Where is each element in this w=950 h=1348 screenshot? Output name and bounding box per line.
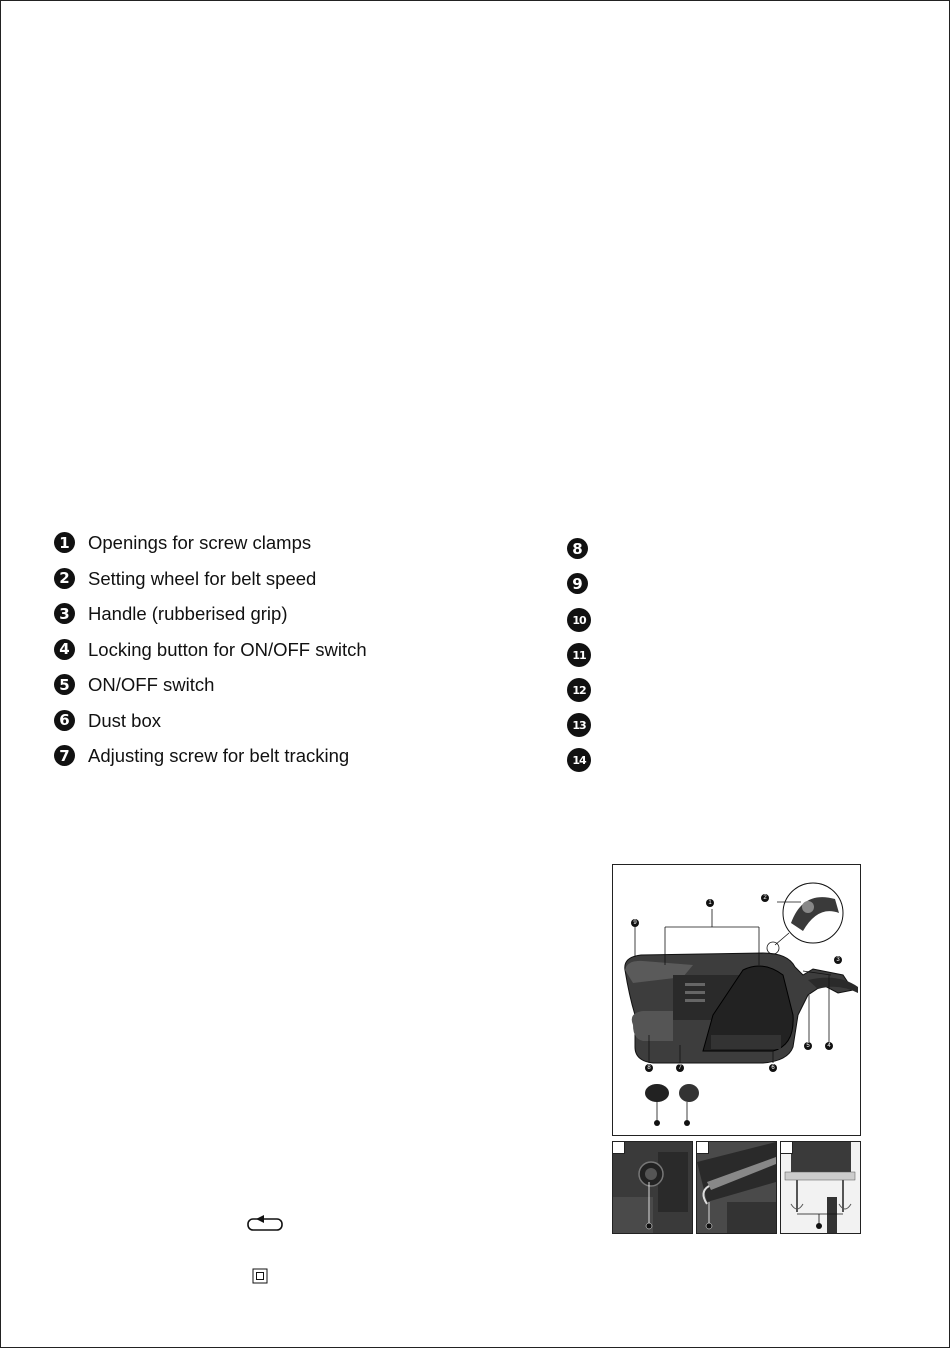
callout-6: 6 [769,1064,777,1072]
part-label: Adjusting screw for belt tracking [88,745,350,766]
number-badge: 10 [567,608,591,632]
callout-2: 2 [761,894,769,902]
callout-3: 3 [834,956,842,964]
number-badge: 12 [567,678,591,702]
figure-label-box [613,1142,625,1154]
rotation-direction-icon [246,1213,286,1238]
detail-illustration-b [697,1142,776,1233]
detail-figure-a [612,1141,693,1234]
number-badge: 6 [54,710,75,731]
list-item [565,571,685,606]
figure-label-box [697,1142,709,1154]
list-item [565,641,685,676]
number-badge: 14 [567,748,591,772]
parts-list-left [54,530,474,779]
number-badge: 3 [54,603,75,624]
callout-5: 5 [804,1042,812,1050]
callout-8: 8 [645,1064,653,1072]
list-item [565,711,685,746]
list-item [54,708,474,744]
number-badge: 1 [54,532,75,553]
detail-figure-b [696,1141,777,1234]
number-badge: 4 [54,639,75,660]
belt-sander-illustration [613,865,860,1135]
number-badge: 13 [567,713,591,737]
list-item [54,601,474,637]
callout-1: 1 [706,899,714,907]
callout-4: 4 [825,1042,833,1050]
part-label: Handle (rubberised grip) [88,603,288,624]
part-label: Setting wheel for belt speed [88,567,317,589]
number-badge: 8 [567,538,588,559]
list-item [565,746,685,781]
number-badge: 9 [567,573,588,594]
list-item [565,536,685,571]
double-insulation-icon [252,1268,268,1289]
part-label: Locking button for ON/OFF switch [88,638,367,660]
belt-sander-figure [612,864,861,1136]
list-item [54,743,474,779]
parts-list-right [565,536,685,781]
part-label: Openings for screw clamps [88,532,312,553]
list-item [565,606,685,641]
callout-7: 7 [676,1064,684,1072]
number-badge: 11 [567,643,591,667]
list-item [54,637,474,673]
detail-illustration-a [613,1142,692,1233]
number-badge: 2 [54,568,75,589]
list-item [54,672,474,708]
part-label: ON/OFF switch [88,674,215,695]
list-item [54,530,474,566]
list-item [54,566,474,602]
detail-figure-c [780,1141,861,1234]
part-label: Dust box [88,709,162,731]
figure-label-box [781,1142,793,1154]
number-badge: 7 [54,745,75,766]
detail-illustration-c [781,1142,860,1233]
list-item [565,676,685,711]
number-badge: 5 [54,674,75,695]
callout-9: 9 [631,919,639,927]
